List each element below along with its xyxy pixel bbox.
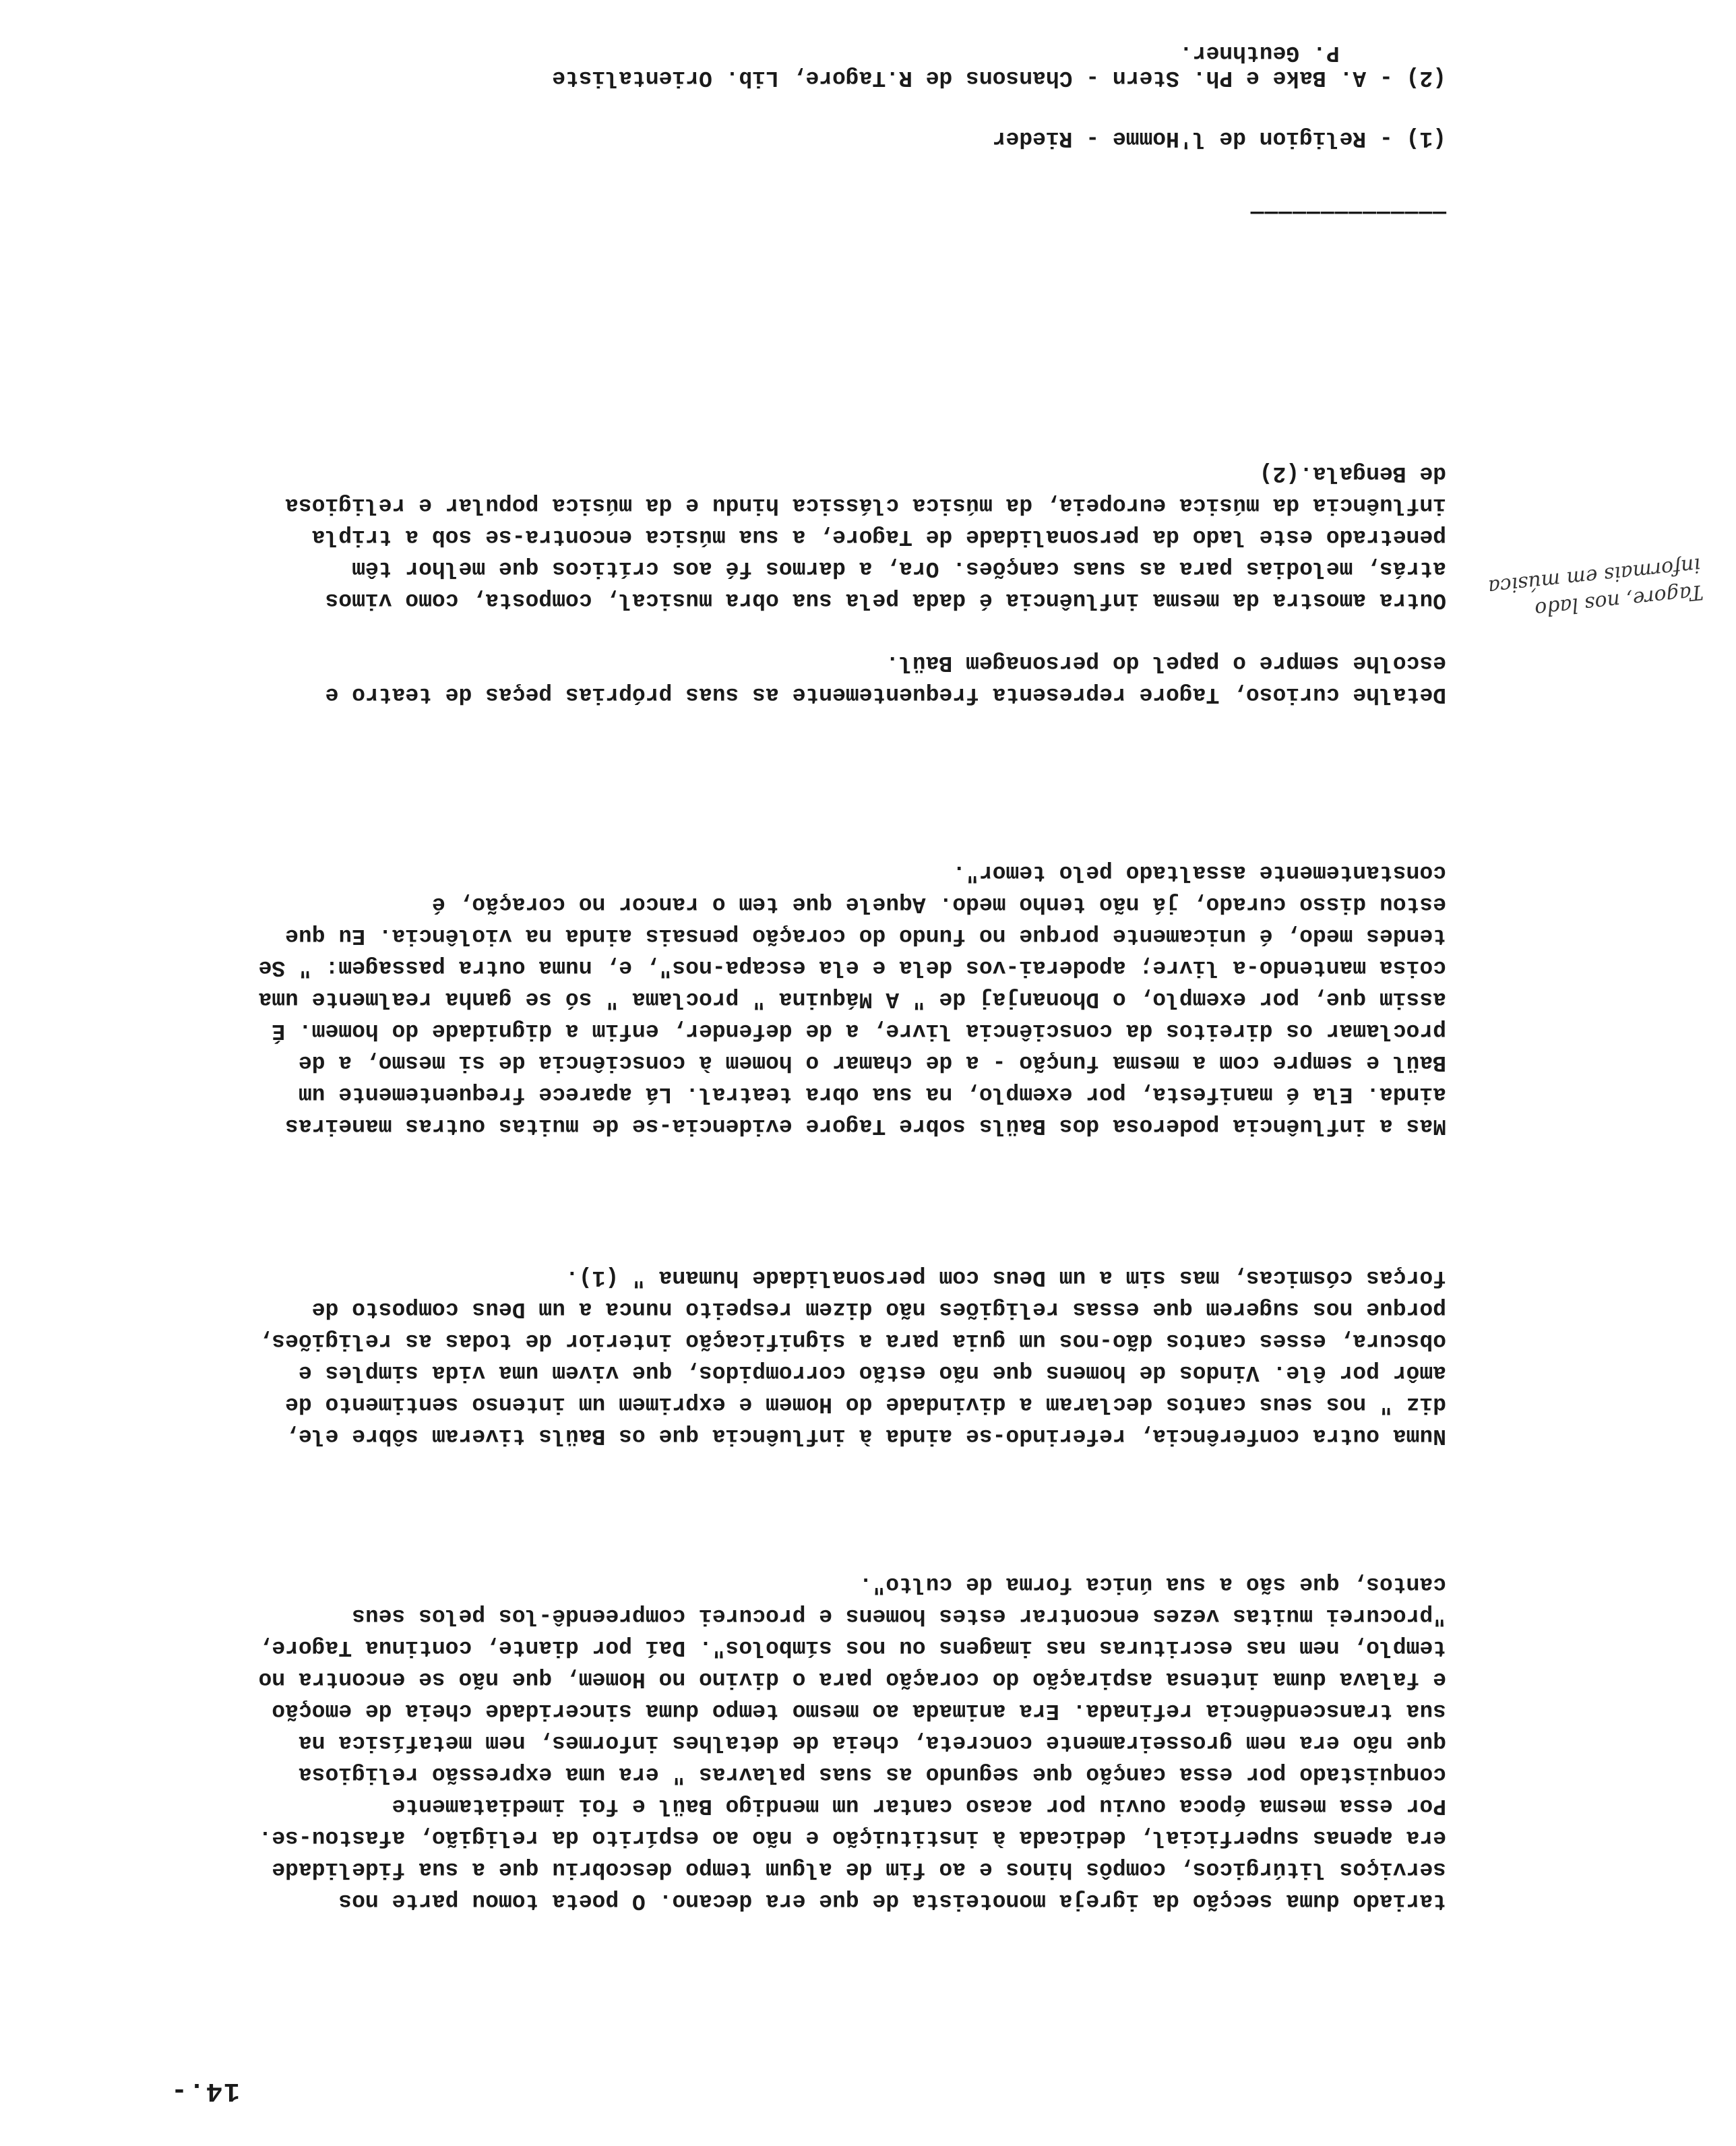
footnote-divider: —————————————— — [1249, 200, 1446, 225]
footnote-2: (2) - A. Bake e Ph. Stern - Chansons de R.Tagore, Lib. Orientaliste P. Geuthner. — [552, 40, 1446, 90]
paragraph-2: Numa outra conferência, referindo-se ainda à influência que os Baüls tiveram sôbre ele, diz " nos seus cantos declaram a divindade do Homem e exprimem um intenso sentimento de amôr por êle. Vindos de homens que não estão corrompidos, que vivem uma vida simples e obscura, esses cantos dão-nos um guia para a significação interior de todas as religiões, porque nos sugerem que essas religiões não dizem respeito nunca a um Deus composto de forças cósmicas, mas sim a um Deus com personalidade humana " (1). — [245, 1265, 1446, 1448]
paragraph-3: Mas a influência poderosa dos Baüls sobre Tagore evidencia-se de muitas outras maneiras ainda. Ela é manifesta, por exemplo, na sua obra teatral. Lá aparece frequentemente um Baül e sempre com a mesma função - a de chamar o homem à consciência de si mesmo, a de proclamar os direitos da consciência livre, a de defender, enfim a dignidade do homem. É assim que, por exemplo, o Dhonanjaj de " A Máquina " proclama " só se ganha realmente uma coisa mantendo-a livre; apoderai-vos dela e ela escapa-nos", e, numa outra passagem: " Se tendes medo, é unicamente porque no fundo do coração pensais ainda na violência. Eu que estou disso curado, já não tenho medo. Aquele que tem o rancor no coração, é constantemente assaltado pelo temor". — [245, 860, 1446, 1138]
page-number: 14.- — [169, 2075, 240, 2106]
paragraph-1: tariado duma secção da igreja monoteista de que era decano. O poeta tomou parte nos serviços litúrgicos, compôs hinos e ao fim de algum tempo descobriu que a sua fidelidade era apenas superficial, dedicada à instituição e não ao espírito da religião, afastou-se. Por essa mesma época ouviu por acaso cantar um mendigo Baül e foi imediatamente conquistado por essa canção que segundo as suas palavras " era uma expressão religiosa que não era nem grosseiramente concreta, cheia de detalhes informes, nem metafísica na sua transcendência refinada. Era animada ao mesmo tempo duma sinceridade cheia de emoção e falava duma intensa aspiração do coração para o divino no Homem, que não se encontra no templo, nem nas escrituras nas imagens ou nos símbolos". Daí por diante, continua Tagore, "procurei muitas vezes encontrar estes homens e procurei compreendê-los pelos seus cantos, que são a sua única forma de culto". — [245, 1572, 1446, 1913]
handwritten-margin-note: Tagore, nos lado informais em música — [1487, 553, 1705, 621]
footnote-1: (1) - Religion de l'Homme - Rieder — [992, 126, 1446, 151]
paragraph-4: Detalhe curioso, Tagore representa frequentemente as suas próprias peças de teatro e escolhe sempre o papel do personagem Baül. — [311, 650, 1446, 707]
paragraph-5: Outra amostra da mesma influência é dada pela sua obra musical, composta, como vimos atrás, melodias para as suas canções. Ora, a darmos fé aos críticos que melhor têm penetrado este lado da personalidade de Tagore, a sua música encontra-se sob a tripla influência da música europeia, da música clássica hindu e da música popular e religiosa de Bengala.(2) — [272, 461, 1446, 613]
